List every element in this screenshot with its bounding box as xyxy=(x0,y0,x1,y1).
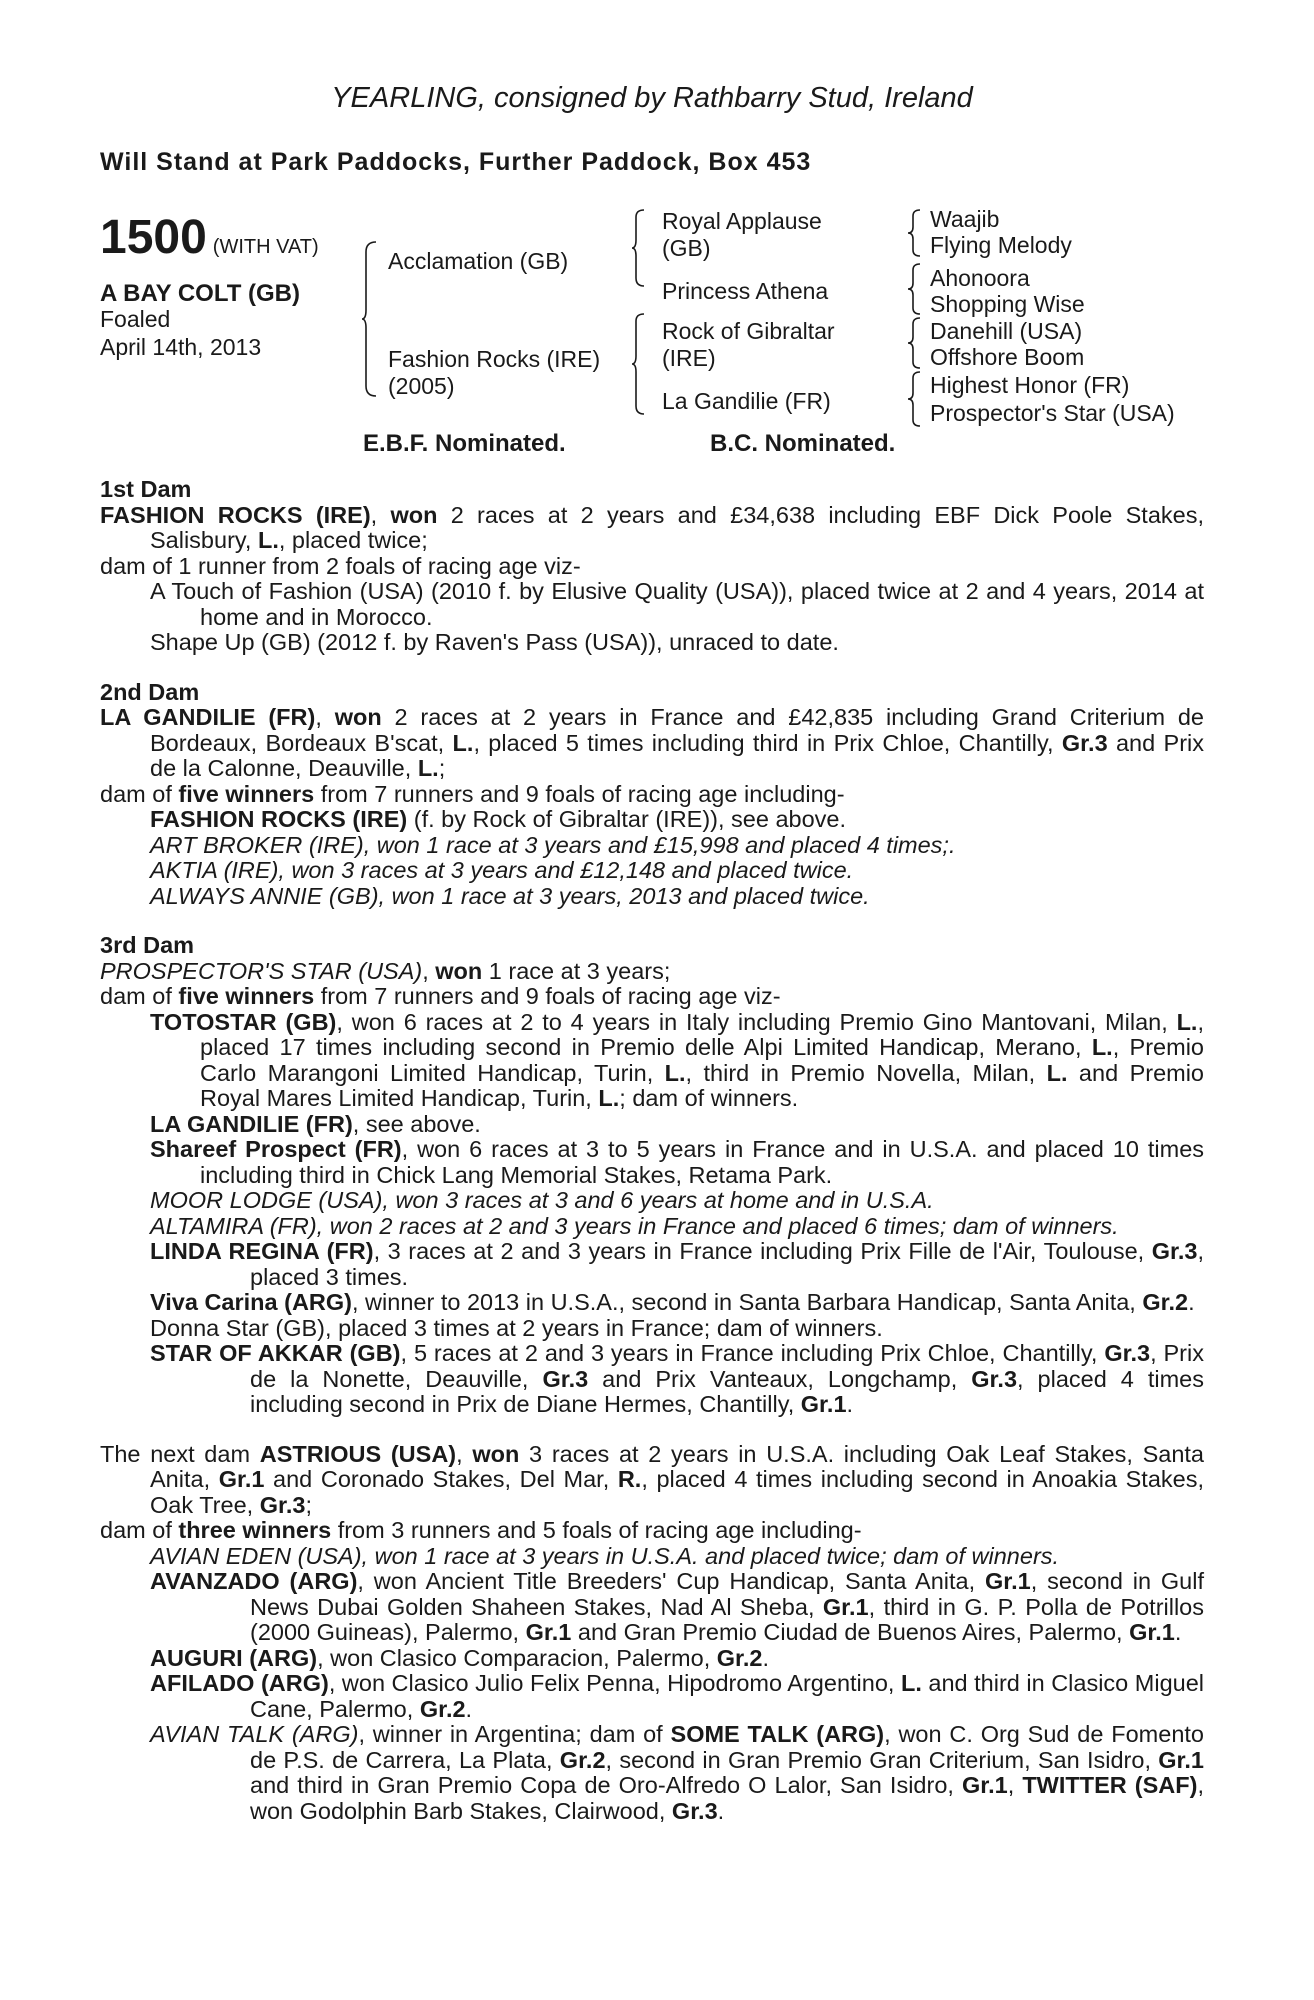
record-text: and Premio Royal Mares Limited Handicap, Turin, xyxy=(200,1059,1204,1111)
first-dam-produce-intro: dam of 1 runner from 2 foals of racing age viz- xyxy=(100,552,581,579)
stand-location: Will Stand at Park Paddocks, Further Paddock, Box 453 xyxy=(100,148,812,176)
group-grade: Gr.3 xyxy=(1104,1340,1151,1366)
section-gap xyxy=(100,656,1204,680)
section-gap xyxy=(100,909,1204,933)
restricted-grade: R. xyxy=(617,1466,642,1492)
record-text: . xyxy=(762,1644,770,1671)
pedigree-brace-5 xyxy=(908,262,922,316)
third-dam-heading: 3rd Dam xyxy=(100,932,195,958)
horse-name: AFILADO (ARG) xyxy=(150,1670,329,1696)
record-text: and Prix de la Calonne, Deauville, xyxy=(150,729,1204,781)
record-text: , placed twice; xyxy=(278,527,428,553)
pedigree-g5: Danehill (USA) xyxy=(930,318,1083,344)
record-text: , won Clasico Comparacion, Palermo, xyxy=(317,1644,717,1671)
produce-entry: MOOR LODGE (USA), won 3 races at 3 and 6 years at home and in U.S.A. xyxy=(150,1187,934,1213)
record-text: , placed 17 times including second in Premio delle Alpi Limited Handicap, Merano, xyxy=(200,1008,1204,1060)
horse-name: SOME TALK (ARG) xyxy=(670,1721,885,1747)
record-text: , xyxy=(422,957,436,984)
pedigree-brace-6 xyxy=(908,316,922,370)
record-text: . xyxy=(717,1797,725,1824)
listed-grade: L. xyxy=(257,527,279,553)
produce-entry xyxy=(100,1569,1204,1646)
consignment-line: YEARLING, consigned by Rathbarry Stud, Ireland xyxy=(331,82,973,114)
pedigree-brace-7 xyxy=(908,370,922,428)
pedigree-g6: Offshore Boom xyxy=(930,344,1085,370)
group-grade: Gr.2 xyxy=(559,1746,606,1773)
produce-entry: ALTAMIRA (FR), won 2 races at 2 and 3 years in France and placed 6 times; dam of winners. xyxy=(150,1212,1119,1239)
record-text: , third in Premio Novella, Milan, xyxy=(685,1059,1047,1086)
record-text: The next dam xyxy=(100,1440,260,1467)
group-grade: Gr.1 xyxy=(1129,1619,1175,1645)
second-dam-heading: 2nd Dam xyxy=(100,678,200,705)
record-text: , second in Gran Premio Gran Criterium, San Isidro, xyxy=(605,1746,1159,1773)
record-text: , won Ancient Title Breeders' Cup Handicap, Santa Anita, xyxy=(357,1568,985,1594)
next-dam-produce-intro xyxy=(100,1518,1204,1544)
horse-name: Viva Carina (ARG) xyxy=(150,1289,352,1315)
record-text: , xyxy=(456,1440,473,1467)
produce-entry xyxy=(100,1646,1204,1672)
group-grade: Gr.1 xyxy=(1158,1746,1204,1773)
group-grade: Gr.2 xyxy=(716,1644,763,1671)
pedigree-sire: Acclamation (GB) xyxy=(388,248,569,274)
group-grade: Gr.3 xyxy=(671,1797,718,1824)
record-text: and third in Gran Premio Copa de Oro-Alfredo O Lalor, San Isidro, xyxy=(250,1772,962,1798)
record-text: 2 races at 2 years and £34,638 including EBF Dick Poole Stakes, Salisbury, xyxy=(150,501,1204,553)
next-dam-record xyxy=(100,1442,1204,1519)
record-text: from 7 runners and 9 foals of racing age viz- xyxy=(314,983,781,1009)
record-text: , placed 3 times. xyxy=(250,1238,1205,1290)
record-text: ; xyxy=(438,755,446,781)
record-text: , won Godolphin Barb Stakes, Clairwood, xyxy=(250,1772,1204,1824)
group-grade: Gr.1 xyxy=(822,1593,869,1620)
pedigree-sire-sire xyxy=(662,208,822,262)
produce-entry: ART BROKER (IRE), won 1 race at 3 years and £15,998 and placed 4 times;. xyxy=(150,831,956,858)
group-grade: Gr.3 xyxy=(542,1365,589,1392)
pedigree-sire-dam: Princess Athena xyxy=(662,278,829,304)
winners-count: five winners xyxy=(178,983,315,1009)
won-label: won xyxy=(334,704,382,730)
pedigree-g7: Highest Honor (FR) xyxy=(930,372,1130,398)
record-text: ; xyxy=(305,1491,312,1518)
record-text: , winner to 2013 in U.S.A., second in Santa Barbara Handicap, Santa Anita, xyxy=(352,1289,1143,1315)
record-text: , 3 races at 2 and 3 years in France including Prix Fille de l'Air, Toulouse, xyxy=(373,1238,1152,1264)
record-text: 1 race at 3 years; xyxy=(482,957,671,984)
record-text: dam of xyxy=(100,983,179,1009)
bc-nominated: B.C. Nominated. xyxy=(710,430,896,457)
foaled-date: April 14th, 2013 xyxy=(100,334,262,360)
group-grade: Gr.2 xyxy=(1142,1289,1189,1315)
listed-grade: L. xyxy=(900,1670,922,1696)
third-dam-record xyxy=(100,959,1204,985)
lot-number-block xyxy=(100,210,319,265)
dam-name: PROSPECTOR'S STAR (USA) xyxy=(100,957,423,984)
group-grade: Gr.1 xyxy=(525,1619,572,1645)
first-dam-heading: 1st Dam xyxy=(100,476,192,502)
third-dam-produce-intro xyxy=(100,984,1204,1010)
produce-entry xyxy=(100,1341,1204,1418)
record-text: , second in Gulf News Dubai Golden Shaheen Stakes, Nad Al Sheba, xyxy=(250,1568,1204,1620)
produce-entry xyxy=(100,807,1204,833)
produce-entry xyxy=(100,1137,1204,1188)
pedigree-brace-3 xyxy=(632,312,646,416)
produce-entry xyxy=(100,1112,1204,1138)
record-text: and third in Clasico Miguel Cane, Palermo, xyxy=(250,1670,1204,1722)
second-dam-record: LA GANDILIE (FR), won 2 races at 2 years in France and £42,835 including Grand Criterium de Bordeaux, Bordeaux B'scat, L., placed 5 times including third in Prix Chloe, Chantilly, Gr.3 and Prix de la Calonne, Deauville, L.; xyxy=(100,704,1204,781)
record-text: , Premio Carlo Marangoni Limited Handicap, Turin, xyxy=(200,1034,1204,1086)
listed-grade: L. xyxy=(664,1059,686,1086)
group-grade: Gr.3 xyxy=(259,1491,306,1518)
record-text: , see above. xyxy=(352,1110,481,1137)
pedigree-dam xyxy=(388,346,600,400)
record-text: , Prix de la Nonette, Deauville, xyxy=(250,1340,1204,1392)
record-text: and Coronado Stakes, Del Mar, xyxy=(264,1466,618,1492)
section-gap xyxy=(100,1418,1204,1442)
listed-grade: L. xyxy=(598,1085,620,1111)
pedigree-sire-sire-country: (GB) xyxy=(662,235,711,261)
won-label: won xyxy=(472,1440,520,1467)
horse-name: STAR OF AKKAR (GB) xyxy=(150,1340,401,1366)
winners-count: five winners xyxy=(178,780,315,807)
record-text: , placed 5 times including third in Prix Chloe, Chantilly, xyxy=(473,729,1062,756)
record-text: , won C. Org Sud de Fomento de P.S. de Carrera, La Plata, xyxy=(250,1721,1204,1773)
record-text: from 7 runners and 9 foals of racing age including- xyxy=(314,780,845,807)
produce-entry: AVIAN TALK (ARG), winner in Argentina; dam of SOME TALK (ARG), won C. Org Sud de Fomento de P.S. de Carrera, La Plata, Gr.2, second in Gran Premio Gran Criterium, San Isidro, Gr.1 and third in Gran Premio Copa de Oro-Alfredo O Lalor, San Isidro, Gr.1, TWITTER (SAF), won Godolphin Barb Stakes, Clairwood, Gr.3. xyxy=(150,1721,1204,1824)
record-text: dam of xyxy=(100,1517,179,1543)
record-text: , 5 races at 2 and 3 years in France including Prix Chloe, Chantilly, xyxy=(400,1340,1105,1366)
horse-name: Shareef Prospect (FR) xyxy=(150,1136,402,1162)
record-text: , third in G. P. Polla de Potrillos (2000 Guineas), Palermo, xyxy=(250,1593,1204,1645)
produce-entry xyxy=(100,1239,1204,1290)
lot-number: 1500 xyxy=(100,211,207,264)
pedigree-g8: Prospector's Star (USA) xyxy=(930,400,1175,426)
horse-name: LINDA REGINA (FR) xyxy=(150,1238,374,1264)
listed-grade: L. xyxy=(1046,1059,1068,1086)
record-text: 2 races at 2 years in France and £42,835 including Grand Criterium de Bordeaux, Bordeaux B'scat, xyxy=(150,704,1204,756)
horse-name: FASHION ROCKS (IRE) xyxy=(150,806,408,832)
record-text: , won 6 races at 3 to 5 years in France and in U.S.A. and placed 10 times including third in Chick Lang Memorial Stakes, Retama Park. xyxy=(200,1136,1205,1188)
record-text: (f. by Rock of Gibraltar (IRE)), see above. xyxy=(407,806,847,832)
pedigree-dam-name: Fashion Rocks (IRE) xyxy=(388,346,601,372)
record-text: . xyxy=(1174,1619,1182,1645)
record-text: , winner in Argentina; dam of xyxy=(358,1721,671,1747)
produce-entry: AVIAN EDEN (USA), won 1 race at 3 years in U.S.A. and placed twice; dam of winners. xyxy=(150,1542,1060,1569)
record-text: , placed 4 times including second in Anoakia Stakes, Oak Tree, xyxy=(150,1466,1204,1518)
record-text: . xyxy=(465,1695,473,1722)
won-label: won xyxy=(390,501,438,528)
catalogue-body xyxy=(100,477,1204,1824)
pedigree-g1: Waajib xyxy=(930,206,1000,232)
dam-name: FASHION ROCKS (IRE) xyxy=(100,501,371,528)
listed-grade: L. xyxy=(1176,1008,1198,1035)
record-text: , won 6 races at 2 to 4 years in Italy including Premio Gino Mantovani, Milan, xyxy=(336,1008,1177,1035)
group-grade: Gr.1 xyxy=(218,1466,265,1492)
record-text: from 3 runners and 5 foals of racing age including- xyxy=(331,1517,862,1543)
horse-name: AVIAN TALK (ARG) xyxy=(150,1721,359,1747)
group-grade: Gr.3 xyxy=(971,1365,1018,1392)
record-text: and Gran Premio Ciudad de Buenos Aires, Palermo, xyxy=(571,1619,1130,1645)
ebf-nominated: E.B.F. Nominated. xyxy=(363,430,566,457)
group-grade: Gr.1 xyxy=(961,1772,1008,1798)
produce-entry xyxy=(100,1671,1204,1722)
group-grade: Gr.3 xyxy=(1151,1238,1198,1264)
second-dam-produce-intro xyxy=(100,782,1204,808)
pedigree-g4: Shopping Wise xyxy=(930,291,1085,317)
produce-entry: AKTIA (IRE), won 3 races at 3 years and £12,148 and placed twice. xyxy=(150,857,854,883)
horse-name: TOTOSTAR (GB) xyxy=(150,1008,337,1035)
record-text: . xyxy=(1188,1289,1195,1315)
pedigree-dam-sire-name: Rock of Gibraltar xyxy=(662,318,835,344)
group-grade: Gr.1 xyxy=(984,1568,1031,1594)
group-grade: Gr.1 xyxy=(800,1391,847,1417)
vat-note: (WITH VAT) xyxy=(212,236,319,258)
pedigree-brace-4 xyxy=(908,208,922,258)
produce-entry: ALWAYS ANNIE (GB), won 1 race at 3 years, 2013 and placed twice. xyxy=(150,882,870,909)
pedigree-brace-1 xyxy=(362,240,378,398)
record-text: ; dam of winners. xyxy=(619,1085,799,1111)
record-text: dam of xyxy=(100,780,179,807)
group-grade: Gr.3 xyxy=(1061,729,1108,756)
pedigree-g2: Flying Melody xyxy=(930,232,1072,258)
produce-entry: Shape Up (GB) (2012 f. by Raven's Pass (USA)), unraced to date. xyxy=(150,629,839,655)
group-grade: Gr.2 xyxy=(419,1695,466,1722)
dam-name: LA GANDILIE (FR) xyxy=(100,704,316,730)
horse-name: AUGURI (ARG) xyxy=(150,1644,318,1671)
produce-entry: A Touch of Fashion (USA) (2010 f. by Elusive Quality (USA)), placed twice at 2 and 4 years, 2014 at home and in Morocco. xyxy=(150,578,1204,630)
won-label: won xyxy=(435,957,483,984)
listed-grade: L. xyxy=(1091,1034,1113,1060)
record-text: 3 races at 2 years in U.S.A. including Oak Leaf Stakes, Santa Anita, xyxy=(150,1440,1204,1492)
pedigree-dam-year: (2005) xyxy=(388,373,455,399)
listed-grade: L. xyxy=(417,755,439,781)
winners-count: three winners xyxy=(178,1517,332,1543)
horse-name: LA GANDILIE (FR) xyxy=(150,1110,353,1137)
pedigree-sire-sire-name: Royal Applause xyxy=(662,208,822,234)
pedigree-dam-sire xyxy=(662,318,835,372)
record-text: , placed 4 times including second in Prix de Diane Hermes, Chantilly, xyxy=(250,1365,1204,1417)
lot-title: A BAY COLT (GB) xyxy=(100,280,301,307)
record-text: and Prix Vanteaux, Longchamp, xyxy=(588,1365,972,1392)
produce-entry xyxy=(100,1010,1204,1112)
first-dam-record: FASHION ROCKS (IRE), won 2 races at 2 years and £34,638 including EBF Dick Poole Stakes, Salisbury, L., placed twice; xyxy=(100,501,1204,553)
dam-name: ASTRIOUS (USA) xyxy=(259,1440,457,1467)
pedigree-dam-dam: La Gandilie (FR) xyxy=(662,388,831,414)
foaled-info xyxy=(100,305,261,361)
horse-name: TWITTER (SAF) xyxy=(1022,1772,1198,1798)
record-text: . xyxy=(846,1391,854,1417)
listed-grade: L. xyxy=(452,729,474,756)
produce-entry: Donna Star (GB), placed 3 times at 2 years in France; dam of winners. xyxy=(150,1314,883,1341)
produce-entry xyxy=(100,1290,1204,1316)
record-text: , won Clasico Julio Felix Penna, Hipodromo Argentino, xyxy=(328,1670,901,1696)
pedigree-brace-2 xyxy=(632,208,646,288)
foaled-label: Foaled xyxy=(100,306,171,332)
pedigree-g3: Ahonoora xyxy=(930,265,1030,291)
horse-name: AVANZADO (ARG) xyxy=(150,1568,358,1594)
pedigree-dam-sire-country: (IRE) xyxy=(662,345,716,371)
